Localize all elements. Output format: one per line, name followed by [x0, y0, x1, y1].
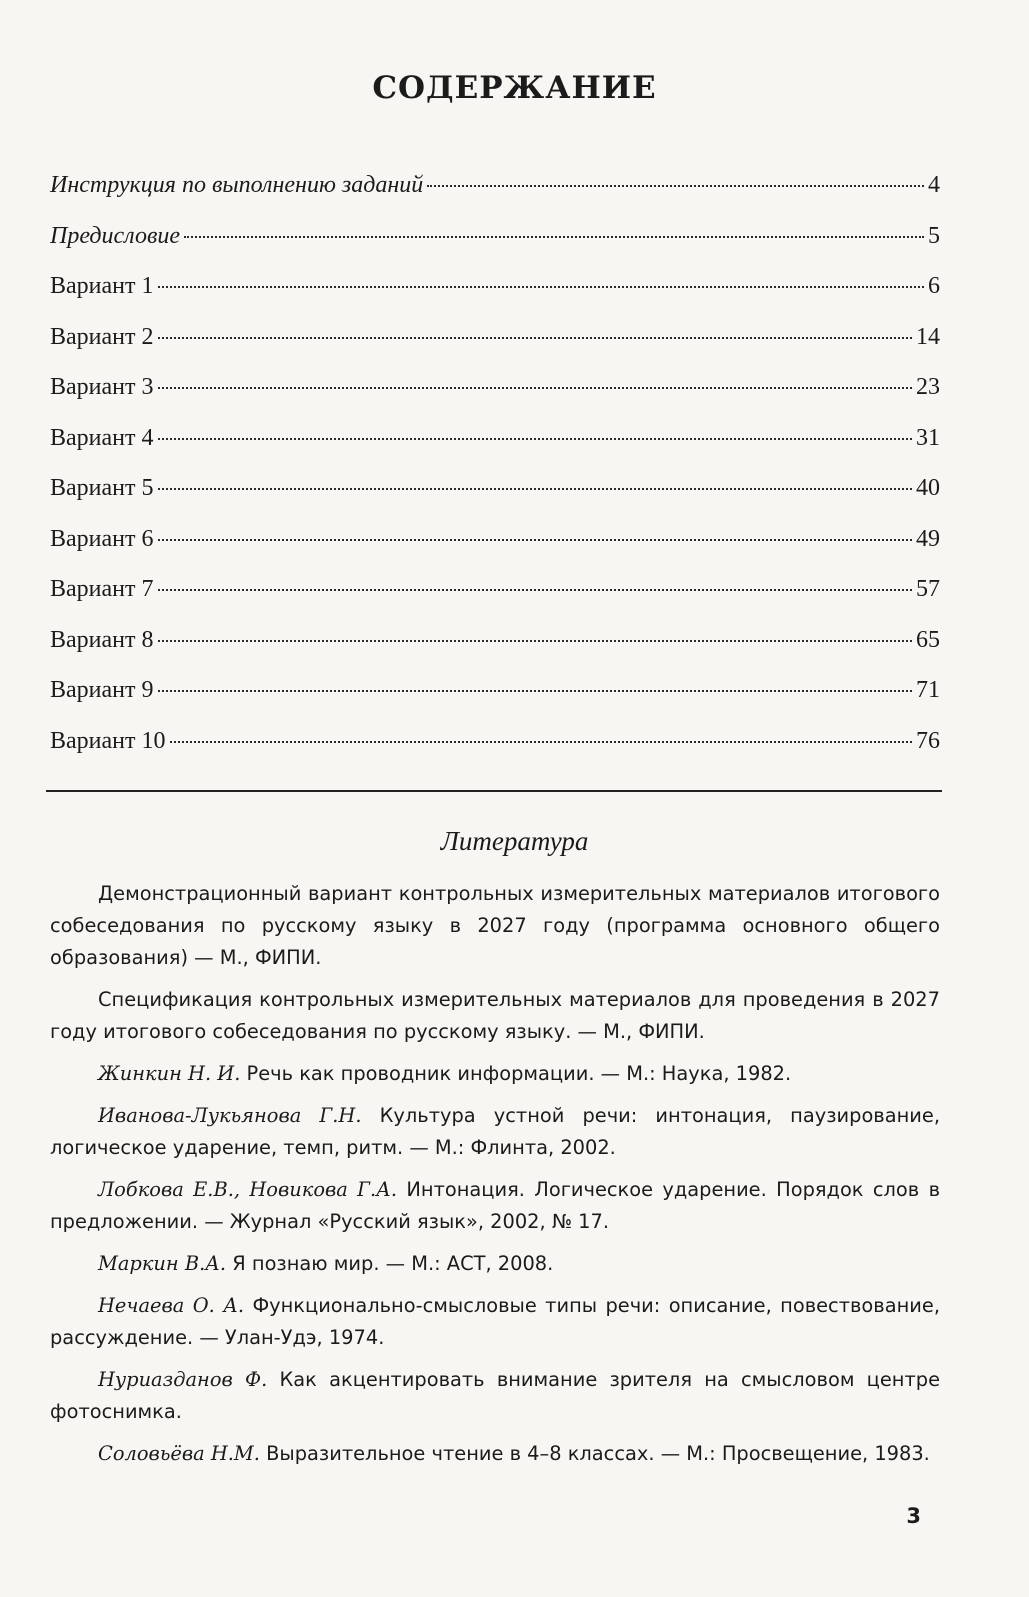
literature-item — [50, 1058, 940, 1090]
literature-text: Я познаю мир. — М.: АСТ, 2008. — [226, 1252, 554, 1275]
toc-entry — [50, 526, 940, 577]
toc-dot-leader — [158, 690, 913, 692]
literature-author: Нуриазданов Ф. — [98, 1368, 268, 1391]
toc-entry-title: Вариант 5 — [50, 475, 154, 501]
literature-author: Жинкин Н. И. — [98, 1062, 241, 1085]
toc-entry-title: Вариант 10 — [50, 727, 166, 754]
literature-author: Маркин В.А. — [98, 1252, 227, 1275]
literature-item — [50, 878, 940, 974]
toc-entry-page: 76 — [916, 727, 940, 754]
toc-entry — [50, 728, 940, 779]
toc-entry-page: 6 — [928, 273, 940, 299]
toc-entry — [50, 677, 940, 728]
literature-item — [50, 984, 940, 1048]
toc-dot-leader — [158, 539, 913, 541]
literature-item — [50, 1100, 940, 1164]
toc-entry — [50, 172, 940, 223]
toc-entry — [50, 324, 940, 375]
toc-dot-leader — [158, 488, 913, 490]
literature-list — [50, 878, 940, 1480]
literature-text: Как акцентировать внимание зрителя на смысловом центре фотоснимка. — [50, 1368, 941, 1423]
toc-dot-leader — [158, 640, 913, 642]
toc-entry — [50, 627, 940, 678]
literature-text: Демонстрационный вариант контрольных измерительных материалов итогового собеседования по русскому языку в 2027 году (программа основного общего образования) — М., ФИПИ. — [50, 882, 940, 969]
toc-entry — [50, 374, 940, 425]
toc-dot-leader — [170, 741, 913, 743]
toc-entry — [50, 475, 940, 526]
toc-entry-title: Вариант 9 — [50, 677, 154, 703]
literature-item — [50, 1364, 940, 1428]
toc-entry — [50, 273, 940, 324]
toc-entry-page: 31 — [916, 424, 940, 451]
toc-entry-title: Вариант 4 — [50, 424, 154, 451]
toc-entry-title: Вариант 3 — [50, 374, 154, 400]
literature-item — [50, 1290, 940, 1354]
page-title: СОДЕРЖАНИЕ — [372, 70, 657, 106]
section-divider — [46, 790, 942, 792]
toc-entry-page: 65 — [916, 626, 940, 653]
toc-entry-page: 49 — [916, 525, 940, 552]
toc-entry-page: 71 — [916, 677, 940, 703]
toc-entry — [50, 223, 940, 274]
toc-entry-title: Вариант 8 — [50, 626, 154, 653]
toc-dot-leader — [158, 337, 913, 339]
literature-item — [50, 1438, 940, 1470]
toc-dot-leader — [158, 387, 913, 389]
literature-text: Спецификация контрольных измерительных материалов для проведения в 2027 году итогового собеседования по русскому языку. — М., ФИПИ. — [50, 988, 940, 1043]
toc-entry-page: 5 — [928, 222, 940, 249]
literature-text: Интонация. Логическое ударение. Порядок слов в предложении. — Журнал «Русский язык», 2002, № 17. — [50, 1178, 940, 1233]
toc-dot-leader — [427, 185, 924, 187]
toc-entry — [50, 576, 940, 627]
toc-dot-leader — [158, 589, 913, 591]
literature-author: Соловьёва Н.М. — [98, 1442, 260, 1465]
toc-dot-leader — [158, 438, 913, 440]
toc-entry-title: Вариант 6 — [50, 525, 154, 552]
page-number: 3 — [906, 1504, 921, 1528]
toc-entry-page: 4 — [928, 172, 940, 198]
literature-title: Литература — [440, 826, 589, 856]
literature-text: Функционально-смысловые типы речи: описание, повествование, рассуждение. — Улан-Удэ, 1974. — [50, 1294, 940, 1349]
toc-entry-page: 40 — [916, 475, 940, 501]
literature-author: Иванова-Лукьянова Г.Н. — [98, 1104, 362, 1127]
literature-text: Выразительное чтение в 4–8 классах. — М.: Просвещение, 1983. — [259, 1442, 930, 1465]
literature-author: Лобкова Е.В., Новикова Г.А. — [98, 1178, 398, 1201]
toc-entry-title: Вариант 7 — [50, 576, 154, 602]
literature-author: Нечаева О. А. — [98, 1294, 245, 1317]
toc-entry-page: 14 — [916, 323, 940, 350]
literature-item — [50, 1248, 940, 1280]
toc-dot-leader — [184, 236, 924, 238]
toc-entry-title: Инструкция по выполнению заданий — [50, 172, 424, 198]
literature-item — [50, 1174, 940, 1238]
literature-text: Культура устной речи: интонация, паузирование, логическое ударение, темп, ритм. — М.: Флинта, 2002. — [50, 1104, 940, 1159]
toc-entry-page: 57 — [916, 576, 940, 602]
toc-entry — [50, 425, 940, 476]
table-of-contents — [50, 172, 940, 778]
toc-entry-title: Вариант 2 — [50, 323, 154, 350]
toc-entry-title: Предисловие — [50, 222, 181, 249]
literature-text: Речь как проводник информации. — М.: Наука, 1982. — [240, 1062, 792, 1085]
toc-entry-title: Вариант 1 — [50, 273, 154, 299]
toc-dot-leader — [158, 286, 925, 288]
toc-entry-page: 23 — [916, 374, 940, 400]
